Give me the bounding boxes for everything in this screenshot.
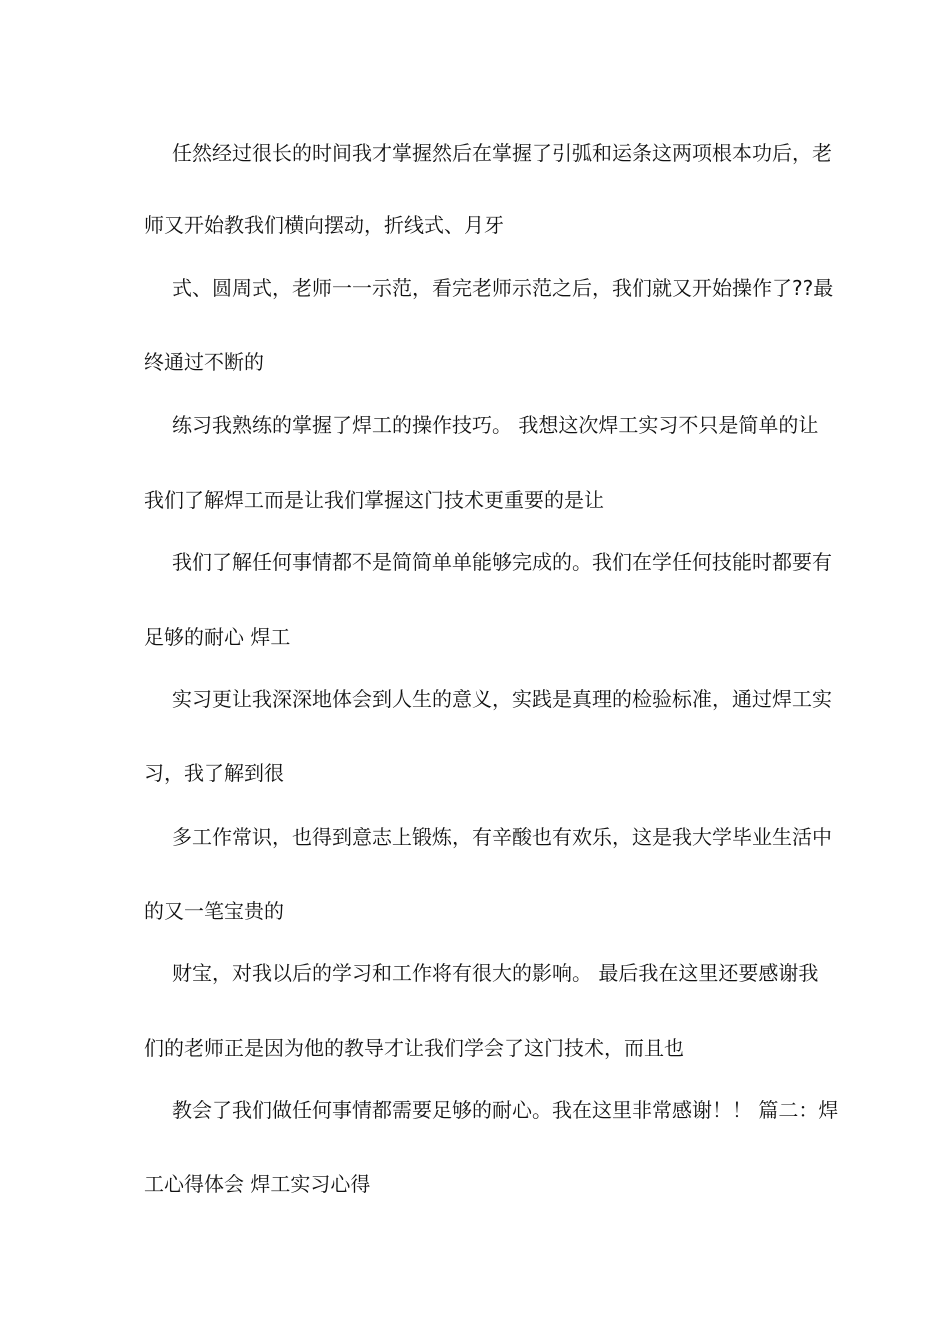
paragraph-line-9: 实习更让我深深地体会到人生的意义，实践是真理的检验标准，通过焊工实 <box>172 687 832 711</box>
paragraph-line-5: 练习我熟练的掌握了焊工的操作技巧。 我想这次焊工实习不只是简单的让 <box>172 413 819 437</box>
paragraph-line-1: 任然经过很长的时间我才掌握然后在掌握了引弧和运条这两项根本功后，老 <box>172 141 832 165</box>
paragraph-line-3: 式、圆周式，老师一一示范，看完老师示范之后，我们就又开始操作了??最 <box>172 276 834 300</box>
paragraph-line-13: 财宝，对我以后的学习和工作将有很大的影响。 最后我在这里还要感谢我 <box>172 961 819 985</box>
paragraph-line-14: 们的老师正是因为他的教导才让我们学会了这门技术，而且也 <box>144 1036 684 1060</box>
paragraph-line-2: 师又开始教我们横向摆动，折线式、月牙 <box>144 213 504 237</box>
paragraph-line-12: 的又一笔宝贵的 <box>144 899 284 923</box>
paragraph-line-10: 习，我了解到很 <box>144 761 284 785</box>
paragraph-line-4: 终通过不断的 <box>144 350 264 374</box>
paragraph-line-7: 我们了解任何事情都不是简简单单能够完成的。我们在学任何技能时都要有 <box>172 550 832 574</box>
paragraph-line-11: 多工作常识，也得到意志上锻炼，有辛酸也有欢乐，这是我大学毕业生活中 <box>172 825 832 849</box>
paragraph-line-6: 我们了解焊工而是让我们掌握这门技术更重要的是让 <box>144 488 604 512</box>
paragraph-line-16: 工心得体会 焊工实习心得 <box>144 1172 371 1196</box>
paragraph-line-8: 足够的耐心 焊工 <box>144 625 291 649</box>
paragraph-line-15: 教会了我们做任何事情都需要足够的耐心。我在这里非常感谢！！ 篇二：焊 <box>172 1098 839 1122</box>
